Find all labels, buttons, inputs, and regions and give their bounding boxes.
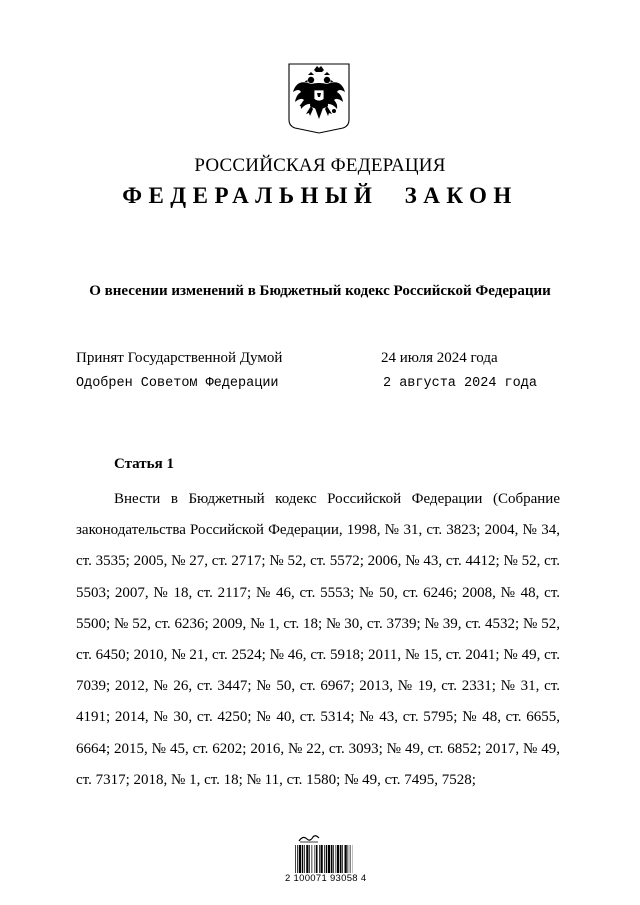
signature-mark-icon [297, 833, 321, 843]
article-body-text: Внести в Бюджетный кодекс Российской Федерации (Собрание законодательства Российской Федерации, 1998, № 31, ст. 3823; 2004, № 34, ст. 3535; 2005, № 27, ст. 2717; № 52, ст. 5572; 2006, № 43, ст. 4412; № 52, ст. 5503; 2007, № 18, ст. 2117; № 46, ст. 5553; № 50, ст. 6246; 2008, № 48, ст. 5500; № 52, ст. 6236; 2009, № 1, ст. 18; № 30, ст. 3739; № 39, ст. 4532; № 52, ст. 6450; 2010, № 21, ст. 2524; № 46, ст. 5918; 2011, № 15, ст. 2041; № 49, ст. 7039; 2012, № 26, ст. 3447; № 50, ст. 6967; 2013, № 19, ст. 2331; № 31, ст. 4191; 2014, № 30, ст. 4250; № 40, ст. 5314; № 43, ст. 5795; № 48, ст. 6655, 6664; 2015, № 45, ст. 6202; 2016, № 22, ст. 3093; № 49, ст. 6852; 2017, № 49, ст. 7317; 2018, № 1, ст. 18; № 11, ст. 1580; № 49, ст. 7495, 7528; [76, 491, 560, 788]
state-name-heading: РОССИЙСКАЯ ФЕДЕРАЦИЯ [194, 155, 446, 176]
article-heading: Статья 1 [114, 456, 174, 472]
document-type-heading: ФЕДЕРАЛЬНЫЙ ЗАКОН [122, 183, 518, 208]
approved-date: 2 августа 2024 года [383, 376, 537, 391]
approved-label: Одобрен Советом Федерации [76, 376, 279, 391]
barcode-number: 2 100071 93058 4 [285, 873, 367, 884]
adopted-label: Принят Государственной Думой [76, 350, 283, 366]
document-title: О внесении изменений в Бюджетный кодекс Российской Федерации [89, 283, 551, 299]
barcode-icon [295, 845, 353, 873]
barcode-block [285, 833, 365, 885]
double-headed-eagle-emblem-icon [287, 62, 351, 134]
adopted-date: 24 июля 2024 года [381, 350, 498, 366]
